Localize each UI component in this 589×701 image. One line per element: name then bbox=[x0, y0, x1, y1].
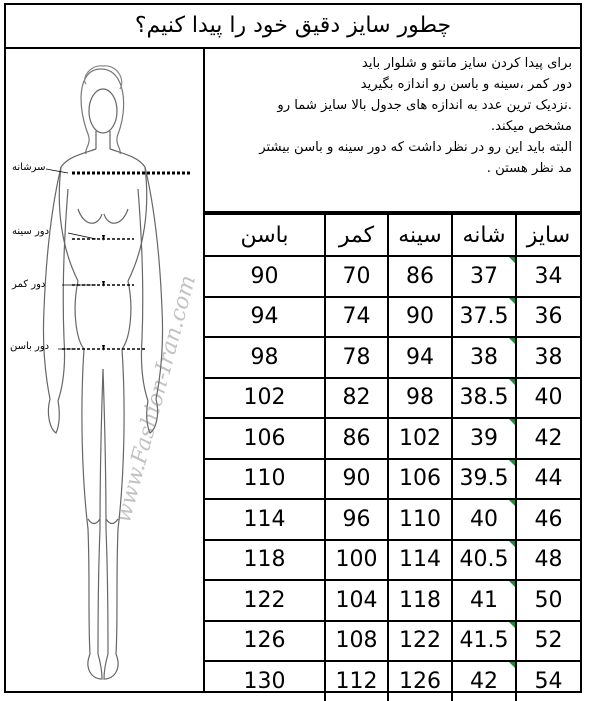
table-row bbox=[205, 621, 580, 662]
cell-hip: 118 bbox=[205, 540, 325, 581]
cell-chest: 122 bbox=[388, 621, 452, 662]
body-figure-panel bbox=[6, 49, 205, 691]
cell-hip: 102 bbox=[205, 378, 325, 419]
header-size: سایز bbox=[516, 214, 580, 256]
cell-chest: 106 bbox=[388, 459, 452, 500]
description-line: البته باید این رو در نظر داشت که دور سینه و باسن بیشتر bbox=[259, 140, 572, 155]
cell-shoulder: 41 bbox=[452, 580, 516, 621]
cell-marker-icon bbox=[509, 419, 515, 425]
cell-waist: 108 bbox=[325, 621, 388, 662]
cell-size: 36 bbox=[516, 297, 580, 338]
cell-size: 44 bbox=[516, 459, 580, 500]
cell-hip: 130 bbox=[205, 661, 325, 701]
cell-marker-icon bbox=[509, 581, 515, 587]
cell-shoulder: 40.5 bbox=[452, 540, 516, 581]
cell-size: 48 bbox=[516, 540, 580, 581]
label-chest: دور سینه bbox=[12, 226, 50, 237]
cell-waist: 70 bbox=[325, 256, 388, 297]
cell-waist: 82 bbox=[325, 378, 388, 419]
cell-waist: 74 bbox=[325, 297, 388, 338]
header-hip: باسن bbox=[205, 214, 325, 256]
description-line: مد نظر هستن . bbox=[486, 161, 572, 176]
cell-size: 38 bbox=[516, 337, 580, 378]
size-table bbox=[205, 213, 580, 701]
cell-shoulder: 37.5 bbox=[452, 297, 516, 338]
cell-hip: 110 bbox=[205, 459, 325, 500]
table-row bbox=[205, 337, 580, 378]
page-title: چطور سایز دقیق خود را پیدا کنیم؟ bbox=[4, 3, 582, 49]
header-chest: سینه bbox=[388, 214, 452, 256]
cell-marker-icon bbox=[509, 379, 515, 385]
table-row bbox=[205, 418, 580, 459]
cell-chest: 98 bbox=[388, 378, 452, 419]
cell-shoulder: 41.5 bbox=[452, 621, 516, 662]
cell-hip: 122 bbox=[205, 580, 325, 621]
cell-marker-icon bbox=[509, 541, 515, 547]
cell-marker-icon bbox=[509, 460, 515, 466]
cell-marker-icon bbox=[509, 257, 515, 263]
cell-size: 46 bbox=[516, 499, 580, 540]
table-row bbox=[205, 256, 580, 297]
cell-hip: 106 bbox=[205, 418, 325, 459]
label-shoulder: سرشانه bbox=[12, 162, 46, 173]
cell-waist: 104 bbox=[325, 580, 388, 621]
cell-shoulder: 40 bbox=[452, 499, 516, 540]
cell-shoulder: 39.5 bbox=[452, 459, 516, 500]
cell-marker-icon bbox=[509, 338, 515, 344]
cell-size: 40 bbox=[516, 378, 580, 419]
cell-chest: 126 bbox=[388, 661, 452, 701]
cell-hip: 90 bbox=[205, 256, 325, 297]
cell-size: 54 bbox=[516, 661, 580, 701]
table-row bbox=[205, 297, 580, 338]
description-text bbox=[205, 49, 580, 213]
cell-shoulder: 37 bbox=[452, 256, 516, 297]
label-waist: دور کمر bbox=[12, 279, 46, 290]
cell-chest: 114 bbox=[388, 540, 452, 581]
cell-waist: 96 bbox=[325, 499, 388, 540]
cell-shoulder: 39 bbox=[452, 418, 516, 459]
table-row bbox=[205, 459, 580, 500]
cell-size: 42 bbox=[516, 418, 580, 459]
cell-chest: 94 bbox=[388, 337, 452, 378]
cell-waist: 100 bbox=[325, 540, 388, 581]
cell-hip: 98 bbox=[205, 337, 325, 378]
cell-waist: 90 bbox=[325, 459, 388, 500]
cell-size: 52 bbox=[516, 621, 580, 662]
cell-hip: 94 bbox=[205, 297, 325, 338]
cell-chest: 90 bbox=[388, 297, 452, 338]
watermark-text: www.Fashion-Iran.com bbox=[111, 272, 202, 526]
cell-waist: 78 bbox=[325, 337, 388, 378]
cell-chest: 102 bbox=[388, 418, 452, 459]
cell-marker-icon bbox=[509, 298, 515, 304]
cell-marker-icon bbox=[509, 622, 515, 628]
cell-waist: 112 bbox=[325, 661, 388, 701]
cell-size: 50 bbox=[516, 580, 580, 621]
cell-hip: 126 bbox=[205, 621, 325, 662]
cell-waist: 86 bbox=[325, 418, 388, 459]
table-row bbox=[205, 540, 580, 581]
table-row bbox=[205, 378, 580, 419]
description-line: برای پیدا کردن سایز مانتو و شلوار باید bbox=[361, 56, 572, 71]
description-line: .نزدیک ترین عدد به اندازه های جدول بالا سایز شما رو bbox=[277, 98, 572, 113]
cell-shoulder: 38 bbox=[452, 337, 516, 378]
table-row bbox=[205, 661, 580, 701]
cell-chest: 118 bbox=[388, 580, 452, 621]
cell-marker-icon bbox=[509, 662, 515, 668]
table-row bbox=[205, 580, 580, 621]
cell-shoulder: 38.5 bbox=[452, 378, 516, 419]
description-line: دور کمر ،سینه و باسن رو اندازه بگیرید bbox=[360, 77, 572, 92]
cell-hip: 114 bbox=[205, 499, 325, 540]
table-row bbox=[205, 499, 580, 540]
cell-chest: 110 bbox=[388, 499, 452, 540]
cell-marker-icon bbox=[509, 500, 515, 506]
description-line: مشخص میکند. bbox=[490, 119, 572, 134]
header-waist: کمر bbox=[325, 214, 388, 256]
cell-size: 34 bbox=[516, 256, 580, 297]
cell-shoulder: 42 bbox=[452, 661, 516, 701]
table-header-row bbox=[205, 214, 580, 256]
cell-chest: 86 bbox=[388, 256, 452, 297]
header-shoulder: شانه bbox=[452, 214, 516, 256]
label-hip: دور باسن bbox=[10, 341, 50, 352]
